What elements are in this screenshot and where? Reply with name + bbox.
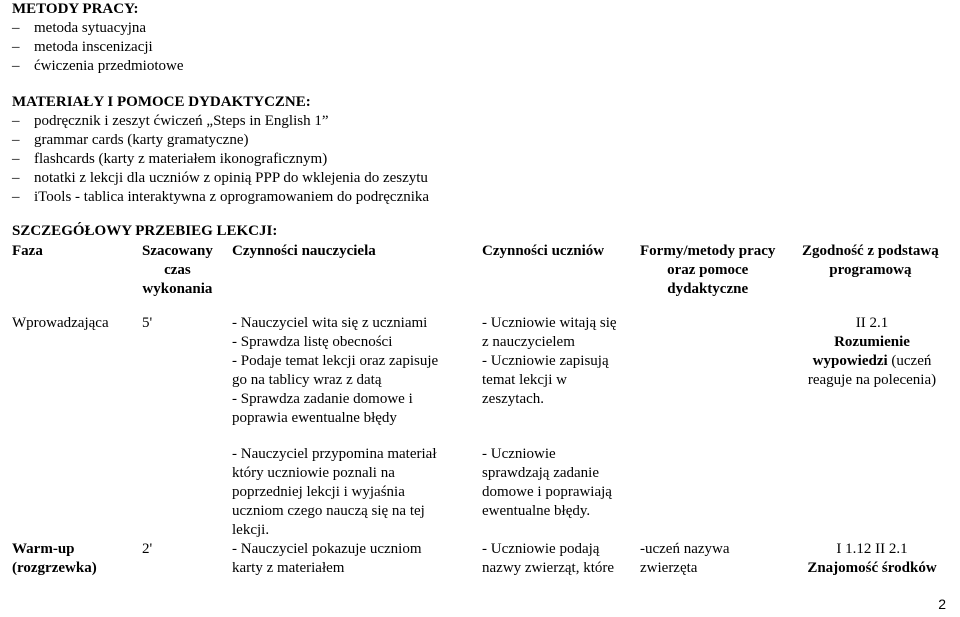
column-header-curriculum: Zgodność z podstawą programową <box>802 243 939 278</box>
column-header-students: Czynności uczniów <box>482 243 605 259</box>
dash-bullet: – <box>12 151 20 167</box>
methods-heading: METODY PRACY: <box>12 1 139 17</box>
table-cell-students: - Uczniowie podają nazwy zwierząt, które <box>482 541 615 576</box>
table-cell-students: - Uczniowie sprawdzają zadanie domowe i poprawiają ewentualne błędy. <box>482 446 612 519</box>
column-header-phase: Faza <box>12 243 43 259</box>
methods-list <box>12 19 184 76</box>
list-item: – metoda inscenizacji <box>12 39 153 55</box>
dash-bullet: – <box>12 58 20 74</box>
curriculum-bold: Znajomość środków <box>807 560 937 576</box>
dash-bullet: – <box>12 132 20 148</box>
table-cell-curriculum <box>802 314 942 390</box>
list-item: – grammar cards (karty gramatyczne) <box>12 132 249 148</box>
table-cell-teacher: - Nauczyciel przypomina materiał który uczniowie poznali na poprzedniej lekcji i wyjaśnia uczniom czego nauczą się na tej lekcji. <box>232 446 437 538</box>
dash-bullet: – <box>12 189 20 205</box>
curriculum-code: II 2.1 <box>855 315 889 331</box>
column-header-time: Szacowany czas wykonania <box>142 243 213 297</box>
table-cell-teacher: - Nauczyciel wita się z uczniami - Sprawdza listę obecności - Podaje temat lekcji oraz zapisuje go na tablicy wraz z datą - Sprawdza zadanie domowe i poprawia ewentualne błędy <box>232 315 439 426</box>
list-item: – metoda sytuacyjna <box>12 20 147 36</box>
list-item: – iTools - tablica interaktywna z oprogramowaniem do podręcznika <box>12 189 430 205</box>
curriculum-tail: reaguje na polecenia) <box>807 372 937 388</box>
curriculum-bold: Rozumienie wypowiedzi <box>812 334 910 369</box>
dash-bullet: – <box>12 39 20 55</box>
materials-list <box>12 112 429 207</box>
dash-bullet: – <box>12 20 20 36</box>
table-cell-time: 2' <box>142 541 153 557</box>
column-header-forms: Formy/metody pracy oraz pomoce dydaktyczne <box>640 243 776 297</box>
curriculum-rest: (uczeń <box>887 353 932 369</box>
table-cell-students: - Uczniowie witają się z nauczycielem - Uczniowie zapisują temat lekcji w zeszytach. <box>482 315 617 407</box>
list-item: – ćwiczenia przedmiotowe <box>12 58 184 74</box>
table-cell-teacher: - Nauczyciel pokazuje uczniom karty z materiałem <box>232 541 422 576</box>
table-cell-forms: -uczeń nazywa zwierzęta <box>640 541 730 576</box>
list-item: – flashcards (karty z materiałem ikonograficznym) <box>12 151 328 167</box>
table-cell-phase: Warm-up (rozgrzewka) <box>12 541 97 576</box>
curriculum-code: I 1.12 II 2.1 <box>836 541 908 557</box>
dash-bullet: – <box>12 170 20 186</box>
list-item: – podręcznik i zeszyt ćwiczeń „Steps in English 1” <box>12 113 329 129</box>
column-header-teacher: Czynności nauczyciela <box>232 243 376 259</box>
table-cell-phase: Wprowadzająca <box>12 315 109 331</box>
materials-heading: MATERIAŁY I POMOCE DYDAKTYCZNE: <box>12 94 311 110</box>
list-item: – notatki z lekcji dla uczniów z opinią PPP do wklejenia do zeszytu <box>12 170 428 186</box>
page-number: 2 <box>938 596 946 612</box>
table-cell-time: 5' <box>142 315 153 331</box>
table-cell-curriculum <box>802 540 942 578</box>
dash-bullet: – <box>12 113 20 129</box>
lesson-plan-heading: SZCZEGÓŁOWY PRZEBIEG LEKCJI: <box>12 223 278 239</box>
